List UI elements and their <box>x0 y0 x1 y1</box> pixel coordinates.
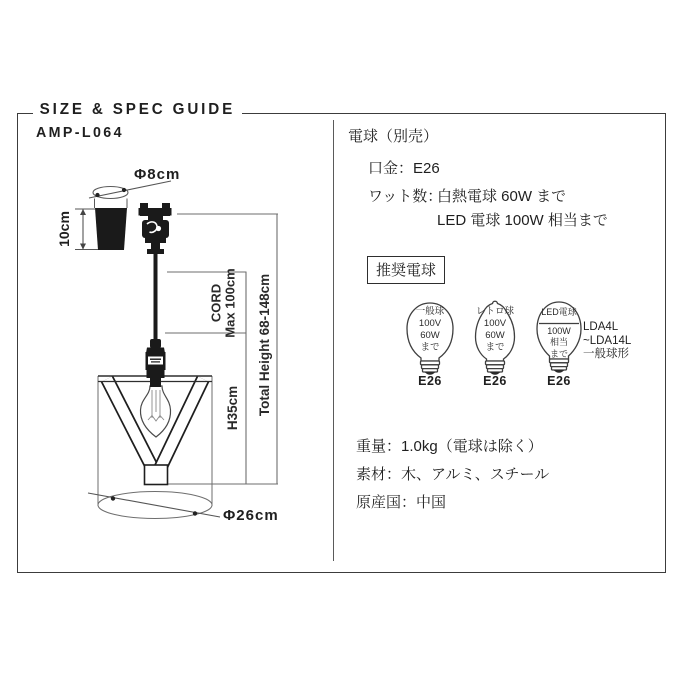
material-spec: 素材：木、アルミ、スチール <box>356 466 550 483</box>
shade-foot <box>145 465 168 485</box>
bulb3-base-label: E26 <box>547 374 571 388</box>
dim-cord-max-label: Max 100cm <box>222 268 238 338</box>
recommended-bulbs-title: 推奨電球 <box>367 256 445 284</box>
dim-total-height-label: Total Height 68-148cm <box>257 273 272 417</box>
socket <box>146 339 166 387</box>
led-bulb-note <box>583 321 631 362</box>
dimension-labels <box>209 268 273 430</box>
dim-bottom-diameter-label: Φ26cm <box>223 507 279 524</box>
dim-top-diameter-label: Φ8cm <box>134 166 181 183</box>
origin-spec: 原産国：中国 <box>356 494 447 511</box>
dim-cord-label: CORD <box>208 283 224 323</box>
bulb3-made: まで <box>549 348 568 359</box>
weight-spec: 重量：1.0kg（電球は除く） <box>356 438 543 455</box>
bulb2-watt: 60W <box>485 330 505 341</box>
dim-shade-height-label: H35cm <box>225 385 240 431</box>
led-note-line2: ~LDA14L <box>583 334 632 347</box>
cord <box>154 253 158 341</box>
wattage-value-led: LED 電球 100W 相当まで <box>437 212 608 229</box>
bulb2-caption <box>460 306 530 354</box>
wattage-label: ワット数： <box>368 188 443 205</box>
socket-base-spec: 口金：E26 <box>368 160 440 177</box>
bulb1-caption <box>395 306 465 354</box>
column-divider <box>333 120 334 561</box>
bulb2-base-label: E26 <box>483 374 507 388</box>
bulb3-equiv: 相当 <box>549 337 568 347</box>
edison-bulb <box>140 386 170 437</box>
page-title: SIZE & SPEC GUIDE <box>33 101 242 119</box>
bulb-section-title: 電球（別売） <box>348 128 439 145</box>
dim-cup-height-label: 10cm <box>56 211 72 247</box>
bulb2-made: まで <box>485 342 505 353</box>
lamp-diagram <box>17 113 333 573</box>
model-number: AMP-L064 <box>36 124 124 141</box>
bulb1-base-label: E26 <box>418 374 442 388</box>
led-note-line1: LDA4L <box>583 321 619 333</box>
led-note-line3: 一般球形 <box>583 348 629 360</box>
bulb3-watt: 100W <box>547 325 571 336</box>
bottom-diameter-leader <box>88 493 279 524</box>
bulb1-made: まで <box>420 342 440 353</box>
bulb1-watt: 60W <box>420 330 440 341</box>
bulb2-volt: 100V <box>483 318 507 329</box>
mount-hardware <box>139 203 172 254</box>
wattage-value-incandescent: 白熱電球 60W まで <box>437 188 567 205</box>
bulb1-volt: 100V <box>418 318 442 329</box>
bulb2-type: レトロ球 <box>475 306 514 317</box>
bulb3-type: LED電球 <box>541 307 577 317</box>
bulb1-type: 一般球 <box>415 306 445 317</box>
